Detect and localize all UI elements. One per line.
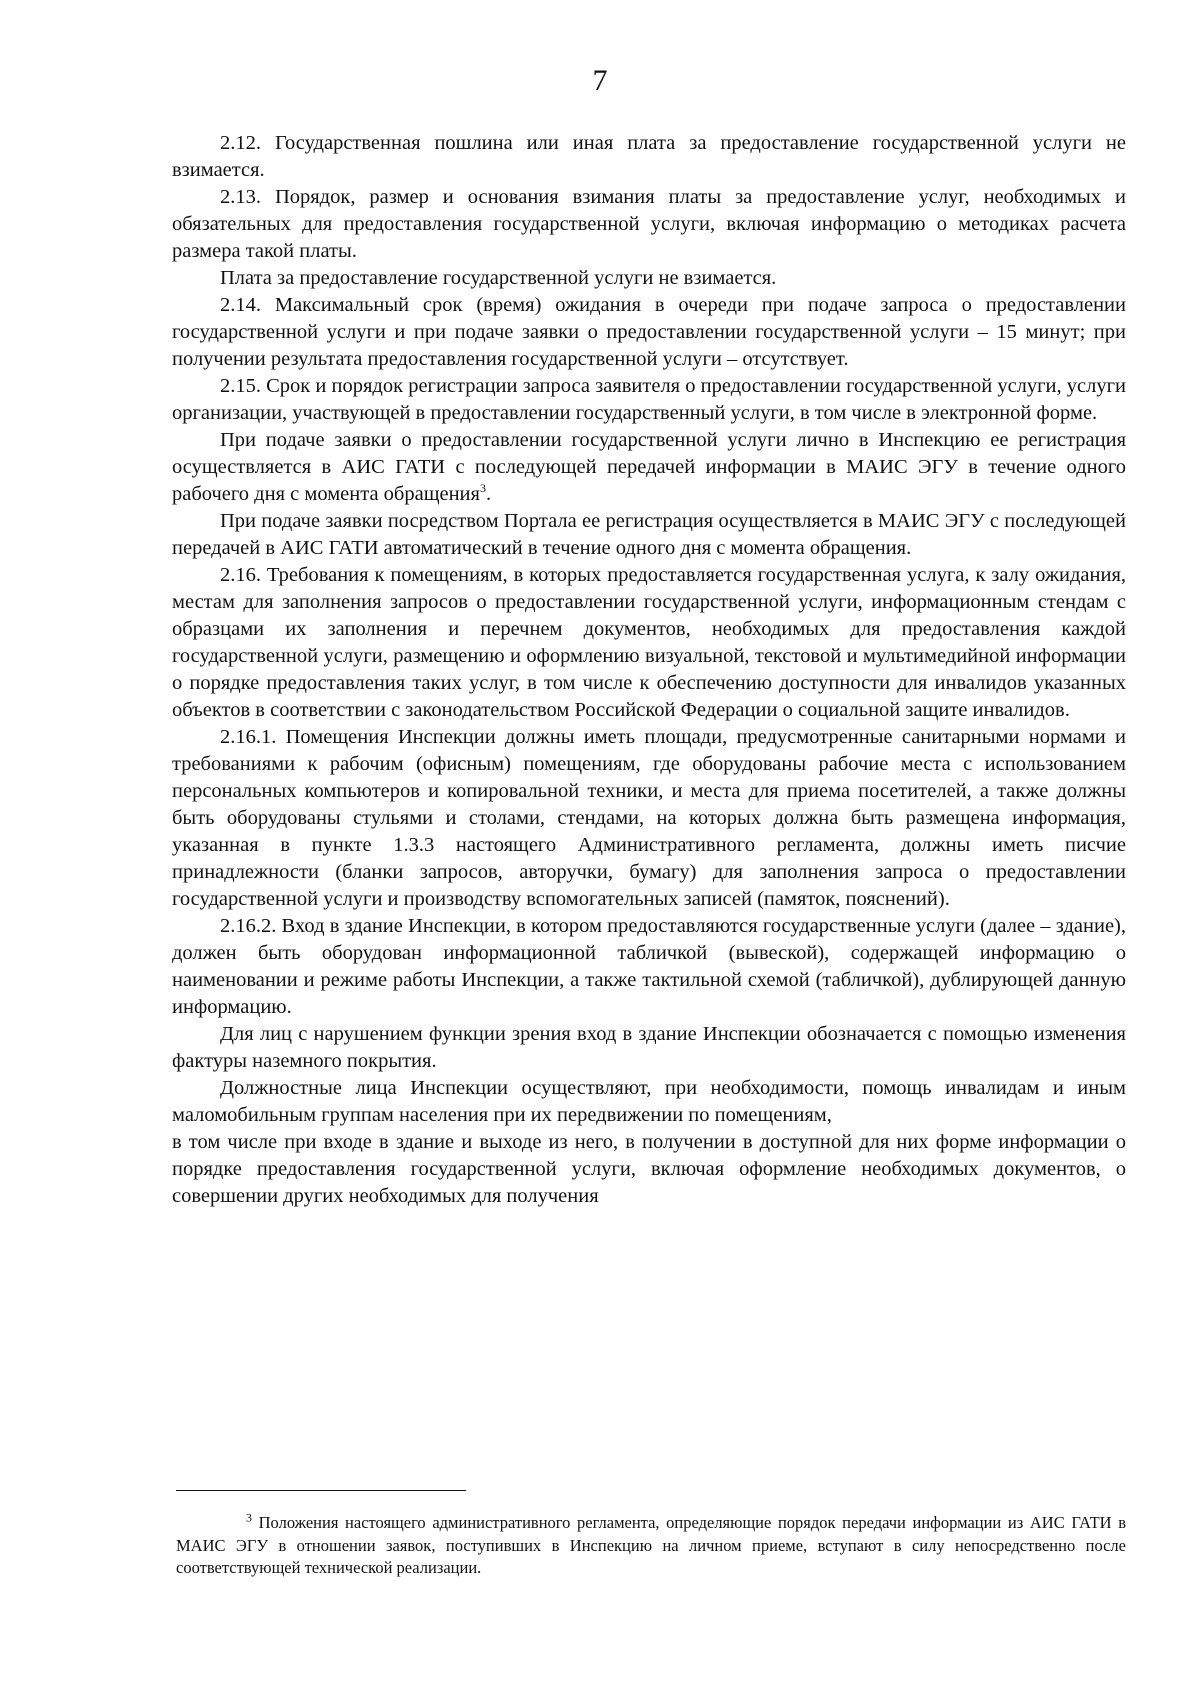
paragraph: 2.16.1. Помещения Инспекции должны иметь площади, предусмотренные санитарными нормами и требованиями к рабочим (офисным) помещениям, где оборудованы рабочие места с использованием персональных компьютеров и копировальной техники, и места для приема посетителей, а также должны быть оборудованы стульями и столами, стендами, на которых должна быть размещена информация, указанная в пункте 1.3.3 настоящего Административного регламента, должны иметь писчие принадлежности (бланки запросов, авторучки, бумагу) для заполнения запроса о предоставлении государственной услуги и производству вспомогательных записей (памяток, пояснений). xyxy=(172,726,1126,910)
footnote xyxy=(176,1512,1126,1580)
paragraph: 2.16.2. Вход в здание Инспекции, в котором предоставляются государственные услуги (далее – здание), должен быть оборудован информационной табличкой (вывеской), содержащей информацию о наименовании и режиме работы Инспекции, а также тактильной схемой (табличкой), дублирующей данную информацию. xyxy=(172,915,1126,1018)
footnote-separator xyxy=(176,1490,466,1491)
paragraph xyxy=(172,1129,1126,1210)
page-number: 7 xyxy=(592,64,608,97)
paragraph: 2.16. Требования к помещениям, в которых предоставляется государственная услуга, к залу ожидания, местам для заполнения запросов о предоставлении государственной услуги, информационным стендам с образцами их заполнения и перечнем документов, необходимых для предоставления каждой государственной услуги, размещению и оформлению визуальной, текстовой и мультимедийной информации о порядке предоставления таких услуг, в том числе к обеспечению доступности для инвалидов указанных объектов в соответствии с законодательством Российской Федерации о социальной защите инвалидов. xyxy=(172,564,1126,721)
footnote-text: Положения настоящего административного регламента, определяющие порядок передачи информации из АИС ГАТИ в МАИС ЭГУ в отношении заявок, поступивших в Инспекцию на личном приеме, вступают в силу непосредственно после соответствующей технической реализации. xyxy=(176,1513,1126,1577)
paragraph: 2.14. Максимальный срок (время) ожидания в очереди при подаче запроса о предоставлении государственной услуги и при подаче заявки о предоставлении государственной услуги – 15 минут; при получении результата предоставления государственной услуги – отсутствует. xyxy=(172,294,1126,370)
paragraph: 2.12. Государственная пошлина или иная плата за предоставление государственной услуги не взимается. xyxy=(172,132,1126,181)
paragraph: 2.15. Срок и порядок регистрации запроса заявителя о предоставлении государственной услуги, услуги организации, участвующей в предоставлении государственный услуги, в том числе в электронной форме. xyxy=(172,375,1126,424)
footnote-marker: 3 xyxy=(246,1510,252,1525)
paragraph-tail: . xyxy=(485,483,492,505)
paragraph: Для лиц с нарушением функции зрения вход в здание Инспекции обозначается с помощью изменения фактуры наземного покрытия. xyxy=(172,1023,1126,1072)
paragraph-text: в том числе при входе в здание и выходе из него, в получении в доступной для них форме информации о порядке предоставления государственной услуги, включая оформление необходимых документов, о совершении других необходимых для получения xyxy=(172,1131,1126,1207)
paragraph: Плата за предоставление государственной услуги не взимается. xyxy=(220,267,777,289)
body-text xyxy=(172,130,1126,1210)
paragraph: 2.13. Порядок, размер и основания взимания платы за предоставление услуг, необходимых и обязательных для предоставления государственной услуги, включая информацию о методиках расчета размера такой платы. xyxy=(172,186,1126,262)
paragraph: При подаче заявки посредством Портала ее регистрация осуществляется в МАИС ЭГУ с последующей передачей в АИС ГАТИ автоматический в течение одного дня с момента обращения. xyxy=(172,510,1126,559)
footnote-reference: 3 xyxy=(479,481,486,496)
paragraph: Должностные лица Инспекции осуществляют, при необходимости, помощь инвалидам и иным маломобильным группам населения при их передвижении по помещениям, xyxy=(172,1077,1126,1126)
paragraph-text: При подаче заявки о предоставлении государственной услуги лично в Инспекцию ее регистрация осуществляется в АИС ГАТИ с последующей передачей информации в МАИС ЭГУ в течение одного рабочего дня с момента обращения xyxy=(172,429,1126,505)
paragraph xyxy=(172,427,1126,508)
